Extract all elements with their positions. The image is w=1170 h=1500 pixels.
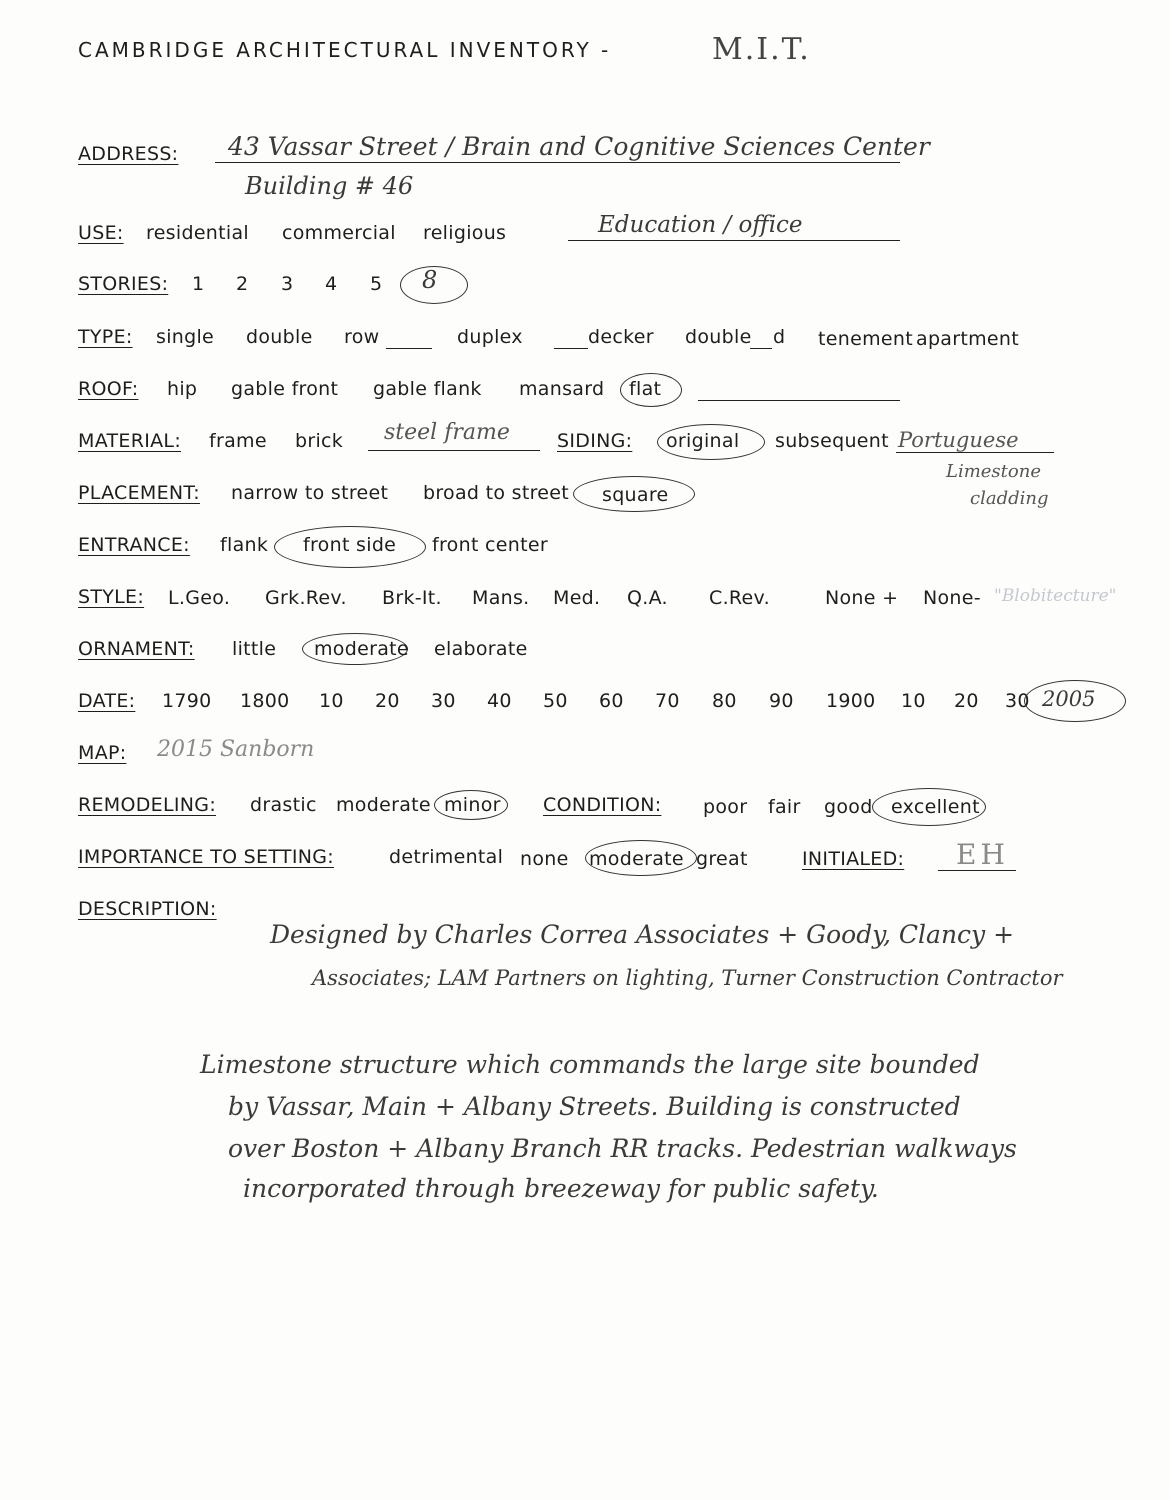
date-90: 90 bbox=[769, 690, 794, 712]
date-20: 20 bbox=[375, 690, 400, 712]
roof-label: ROOF: bbox=[78, 378, 139, 400]
roof-hip: hip bbox=[167, 378, 198, 400]
style-brkit: Brk-It. bbox=[382, 587, 442, 609]
siding-label: SIDING: bbox=[557, 430, 633, 452]
stories-3: 3 bbox=[281, 273, 294, 295]
type-tenement: tenement bbox=[818, 328, 913, 350]
date-50: 50 bbox=[543, 690, 568, 712]
date-40: 40 bbox=[487, 690, 512, 712]
map-handwritten: 2015 Sanborn bbox=[157, 737, 315, 762]
siding-blank bbox=[896, 452, 1054, 453]
condition-excellent: excellent bbox=[891, 796, 980, 818]
description-label: DESCRIPTION: bbox=[78, 898, 217, 920]
use-option-residential: residential bbox=[146, 222, 250, 244]
siding-note-line2: Limestone bbox=[946, 461, 1041, 482]
entrance-front-center: front center bbox=[432, 534, 548, 556]
importance-none: none bbox=[520, 848, 569, 870]
type-apartment: apartment bbox=[916, 328, 1019, 350]
siding-note-line3: cladding bbox=[970, 488, 1049, 509]
style-lgeo: L.Geo. bbox=[168, 587, 231, 609]
date-1930: 30 bbox=[1005, 690, 1030, 712]
initials-handwritten: EH bbox=[956, 838, 1009, 871]
roof-flat: flat bbox=[629, 378, 662, 400]
material-label: MATERIAL: bbox=[78, 430, 182, 452]
placement-label: PLACEMENT: bbox=[78, 482, 200, 504]
use-option-commercial: commercial bbox=[282, 222, 396, 244]
entrance-flank: flank bbox=[220, 534, 269, 556]
style-none-plus: None + bbox=[825, 587, 899, 609]
style-crev: C.Rev. bbox=[709, 587, 770, 609]
siding-note: Portuguese bbox=[898, 428, 1019, 452]
style-mans: Mans. bbox=[472, 587, 530, 609]
roof-gable-front: gable front bbox=[231, 378, 339, 400]
address-underline bbox=[215, 162, 900, 163]
date-80: 80 bbox=[712, 690, 737, 712]
remodeling-drastic: drastic bbox=[250, 794, 317, 816]
address-line2: Building # 46 bbox=[245, 172, 414, 200]
date-70: 70 bbox=[655, 690, 680, 712]
use-label: USE: bbox=[78, 222, 124, 244]
form-title: CAMBRIDGE ARCHITECTURAL INVENTORY - bbox=[78, 38, 612, 62]
description-p2-line2: by Vassar, Main + Albany Streets. Building is constructed bbox=[228, 1092, 961, 1121]
map-label: MAP: bbox=[78, 742, 127, 764]
material-blank bbox=[368, 450, 540, 451]
material-frame: frame bbox=[209, 430, 267, 452]
material-handwritten: steel frame bbox=[384, 420, 510, 445]
placement-broad: broad to street bbox=[423, 482, 570, 504]
remodeling-minor: minor bbox=[444, 794, 501, 816]
type-double-decker: double bbox=[685, 326, 752, 348]
stories-4: 4 bbox=[325, 273, 338, 295]
type-double: double bbox=[246, 326, 313, 348]
type-decker-blank bbox=[554, 348, 588, 349]
date-1910: 10 bbox=[901, 690, 926, 712]
type-d: d bbox=[773, 326, 786, 348]
condition-poor: poor bbox=[703, 796, 748, 818]
roof-mansard: mansard bbox=[519, 378, 605, 400]
date-1800: 1800 bbox=[240, 690, 290, 712]
placement-square: square bbox=[602, 484, 669, 506]
entrance-label: ENTRANCE: bbox=[78, 534, 190, 556]
date-1920: 20 bbox=[954, 690, 979, 712]
remodeling-label: REMODELING: bbox=[78, 794, 217, 816]
condition-label: CONDITION: bbox=[543, 794, 662, 816]
siding-original: original bbox=[666, 430, 740, 452]
style-label: STYLE: bbox=[78, 586, 145, 608]
description-p1-line2: Associates; LAM Partners on lighting, Turner Construction Contractor bbox=[312, 966, 1063, 990]
type-row-blank bbox=[386, 348, 432, 349]
style-qa: Q.A. bbox=[627, 587, 668, 609]
initialed-label: INITIALED: bbox=[802, 848, 905, 870]
style-none-minus: None- bbox=[923, 587, 981, 609]
condition-fair: fair bbox=[768, 796, 801, 818]
style-med: Med. bbox=[553, 587, 601, 609]
description-p2-line4: incorporated through breezeway for public safety. bbox=[243, 1174, 879, 1203]
style-handwritten: "Blobitecture" bbox=[994, 586, 1117, 606]
style-grkrev: Grk.Rev. bbox=[265, 587, 347, 609]
institution-handwritten: M.I.T. bbox=[712, 32, 811, 67]
type-single: single bbox=[156, 326, 215, 348]
type-decker: decker bbox=[588, 326, 654, 348]
ornament-label: ORNAMENT: bbox=[78, 638, 195, 660]
entrance-front-side: front side bbox=[303, 534, 397, 556]
roof-gable-flank: gable flank bbox=[373, 378, 482, 400]
stories-5: 5 bbox=[370, 273, 383, 295]
use-handwritten: Education / office bbox=[598, 212, 803, 238]
stories-2: 2 bbox=[236, 273, 249, 295]
use-blank bbox=[568, 240, 900, 241]
description-p1-line1: Designed by Charles Correa Associates + Goody, Clancy + bbox=[270, 920, 1015, 949]
address-label: ADDRESS: bbox=[78, 143, 179, 165]
ornament-elaborate: elaborate bbox=[434, 638, 528, 660]
type-row: row bbox=[344, 326, 380, 348]
ornament-moderate: moderate bbox=[314, 638, 409, 660]
material-brick: brick bbox=[295, 430, 344, 452]
date-1900: 1900 bbox=[826, 690, 876, 712]
stories-label: STORIES: bbox=[78, 273, 169, 295]
ornament-little: little bbox=[232, 638, 277, 660]
importance-moderate: moderate bbox=[589, 848, 684, 870]
type-double-d-blank bbox=[750, 348, 772, 349]
importance-great: great bbox=[696, 848, 748, 870]
address-line1: 43 Vassar Street / Brain and Cognitive Sciences Center bbox=[228, 132, 930, 161]
importance-detrimental: detrimental bbox=[389, 846, 504, 868]
placement-narrow: narrow to street bbox=[231, 482, 389, 504]
siding-subsequent: subsequent bbox=[775, 430, 889, 452]
importance-label: IMPORTANCE TO SETTING: bbox=[78, 846, 334, 868]
description-p2-line1: Limestone structure which commands the large site bounded bbox=[200, 1050, 980, 1079]
roof-blank bbox=[698, 400, 900, 401]
date-30: 30 bbox=[431, 690, 456, 712]
use-option-religious: religious bbox=[423, 222, 507, 244]
date-handwritten: 2005 bbox=[1042, 687, 1096, 711]
type-duplex: duplex bbox=[457, 326, 523, 348]
condition-good: good bbox=[824, 796, 873, 818]
date-10: 10 bbox=[319, 690, 344, 712]
date-1790: 1790 bbox=[162, 690, 212, 712]
date-label: DATE: bbox=[78, 690, 136, 712]
stories-1: 1 bbox=[192, 273, 205, 295]
date-60: 60 bbox=[599, 690, 624, 712]
stories-selected: 8 bbox=[422, 266, 438, 294]
type-label: TYPE: bbox=[78, 326, 133, 348]
remodeling-moderate: moderate bbox=[336, 794, 431, 816]
description-p2-line3: over Boston + Albany Branch RR tracks. Pedestrian walkways bbox=[228, 1134, 1017, 1163]
